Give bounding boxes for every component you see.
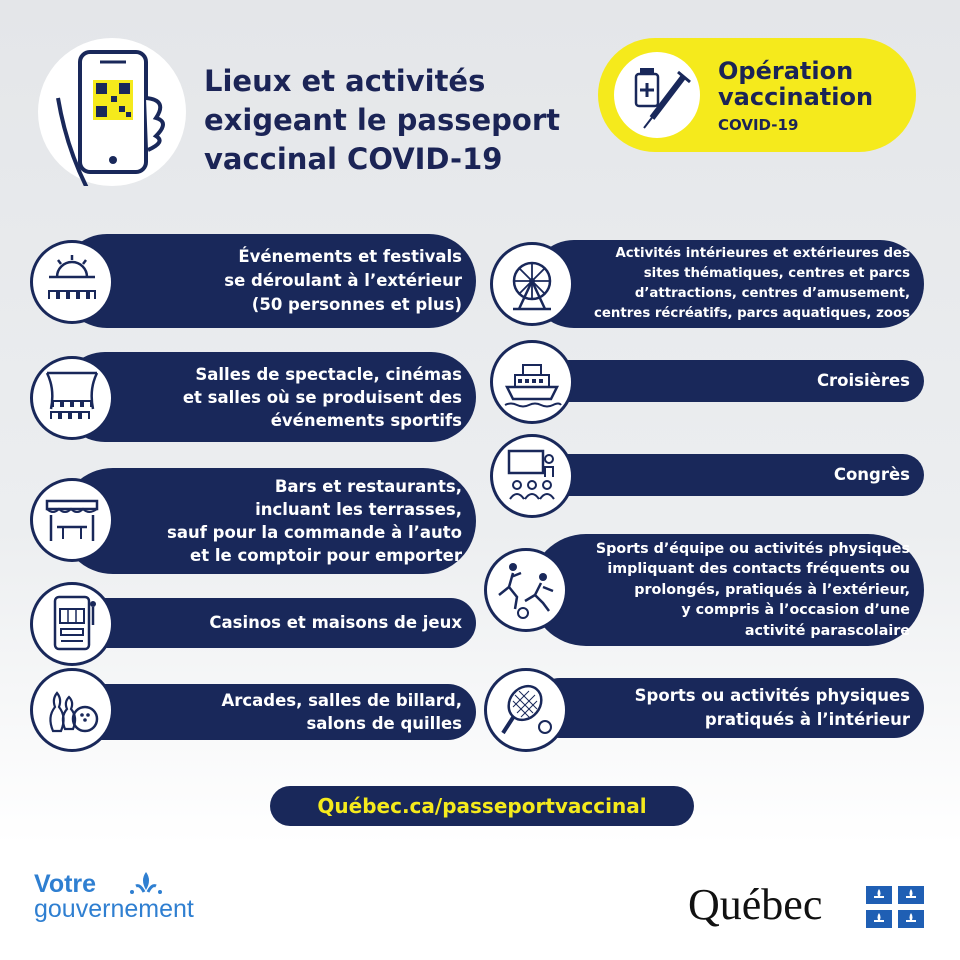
item-line: Bars et restaurants, (274, 477, 462, 496)
list-item (530, 360, 924, 402)
outdoor-event-icon (30, 240, 114, 324)
logo-line: gouvernement (34, 895, 194, 923)
quebec-flag-icon (866, 886, 924, 928)
list-item (60, 468, 476, 574)
badge-title-line: Opération (718, 57, 854, 85)
fleur-de-lis-icon (124, 870, 168, 906)
item-line: Salles de spectacle, cinémas (195, 364, 462, 384)
item-line: (50 personnes et plus) (251, 295, 462, 314)
conference-icon (490, 434, 574, 518)
item-line: et le comptoir pour emporter (190, 546, 462, 565)
list-item (530, 678, 924, 738)
vaccine-syringe-icon (614, 52, 700, 138)
page-title (204, 62, 594, 179)
item-line: Sports d’équipe ou activités physiques (595, 540, 910, 557)
item-line: impliquant des contacts fréquents ou (607, 561, 910, 578)
item-line: sites thématiques, centres et parcs (643, 266, 910, 281)
team-sports-icon (484, 548, 568, 632)
list-item (60, 352, 476, 442)
votre-gouvernement-logo (34, 872, 194, 922)
item-line: incluant les terrasses, (255, 500, 462, 519)
item-line: salons de quilles (306, 714, 462, 733)
operation-vaccination-badge (598, 38, 916, 152)
list-item (60, 234, 476, 328)
racket-icon (484, 668, 568, 752)
ferris-wheel-icon (490, 242, 574, 326)
item-line: Croisières (816, 371, 910, 390)
title-line: Lieux et activités (204, 64, 486, 98)
quebec-wordmark: Québec (688, 880, 823, 929)
website-link[interactable]: Québec.ca/passeportvaccinal (270, 786, 694, 826)
item-line: Congrès (833, 465, 910, 484)
restaurant-icon (30, 478, 114, 562)
item-line: et salles où se produisent des (182, 387, 462, 407)
item-line: Activités intérieures et extérieures des (615, 246, 910, 261)
item-line: événements sportifs (270, 410, 462, 430)
item-line: d’attractions, centres d’amusement, (634, 286, 910, 301)
cruise-ship-icon (490, 340, 574, 424)
badge-subtitle: COVID-19 (718, 116, 799, 134)
list-item (530, 240, 924, 328)
badge-title-line: vaccination (718, 83, 874, 111)
slot-machine-icon (30, 582, 114, 666)
bowling-icon (30, 668, 114, 752)
item-line: sauf pour la commande à l’auto (167, 523, 462, 542)
title-line: vaccinal COVID-19 (204, 142, 503, 176)
item-line: activité parascolaire (744, 622, 910, 639)
item-line: Casinos et maisons de jeux (209, 613, 462, 632)
item-line: y compris à l’occasion d’une (681, 602, 910, 619)
item-line: centres récréatifs, parcs aquatiques, zoos (594, 306, 910, 321)
title-line: exigeant le passeport (204, 103, 560, 137)
phone-qr-icon (38, 38, 186, 186)
item-line: se déroulant à l’extérieur (224, 271, 462, 290)
item-line: prolongés, pratiqués à l’extérieur, (634, 581, 910, 598)
list-item (60, 684, 476, 740)
list-item (60, 598, 476, 648)
item-line: Arcades, salles de billard, (221, 691, 462, 710)
item-line: pratiqués à l’intérieur (704, 710, 910, 729)
item-line: Événements et festivals (238, 247, 462, 266)
logo-line: Votre (34, 870, 97, 898)
badge-title (718, 58, 908, 110)
list-item (530, 454, 924, 496)
theatre-icon (30, 356, 114, 440)
list-item (530, 534, 924, 646)
item-line: Sports ou activités physiques (634, 686, 910, 705)
